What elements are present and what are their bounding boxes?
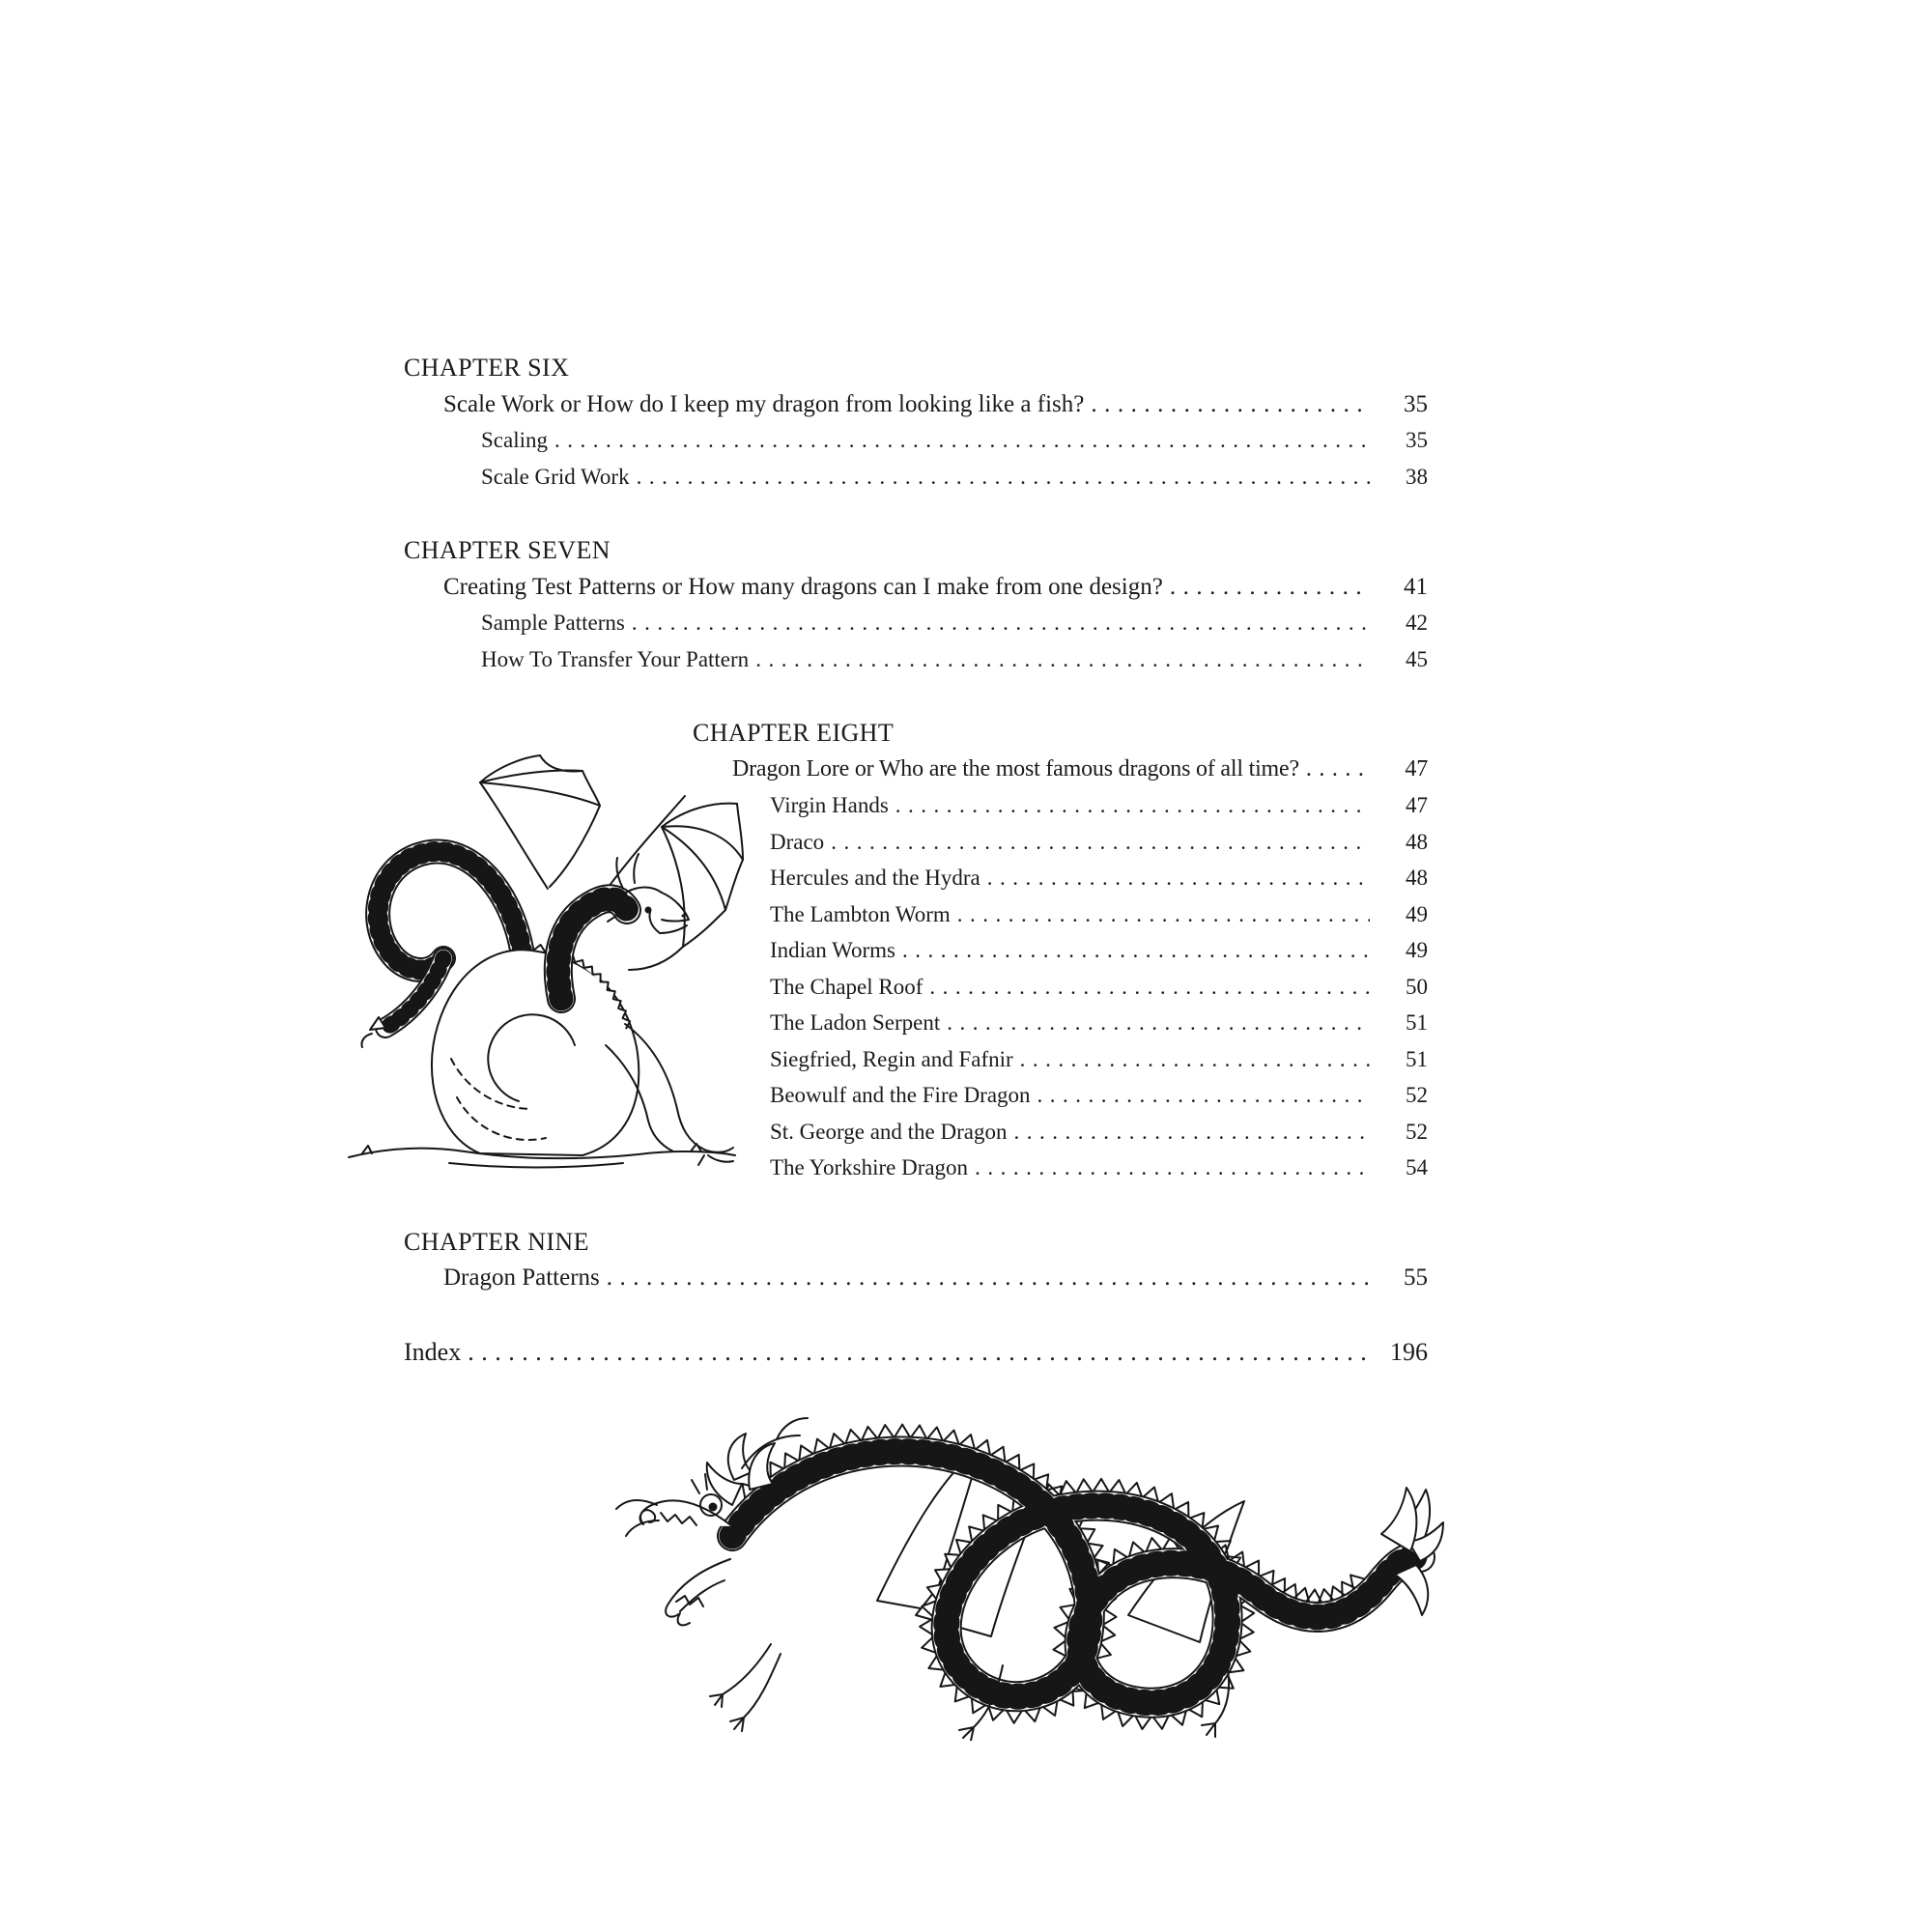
dot-leader	[902, 932, 1370, 969]
index-row	[404, 1334, 1428, 1371]
toc-entry-row	[693, 1114, 1428, 1151]
toc-entry-row	[693, 860, 1428, 896]
toc-label: Hercules and the Hydra	[770, 866, 980, 890]
toc-label: Sample Patterns	[481, 611, 625, 635]
toc-entry-row	[404, 641, 1428, 678]
page-number: 54	[1406, 1155, 1428, 1179]
toc-entry-row	[693, 896, 1428, 933]
page-number: 41	[1404, 573, 1428, 600]
page-number: 52	[1406, 1083, 1428, 1107]
page-number: 35	[1406, 428, 1428, 452]
dot-leader	[957, 896, 1370, 933]
chapter-label: CHAPTER NINE	[404, 1227, 589, 1256]
toc-label: Beowulf and the Fire Dragon	[770, 1083, 1031, 1107]
page-number: 49	[1406, 901, 1428, 926]
dot-leader	[831, 824, 1370, 861]
toc-label: Scale Grid Work	[481, 464, 630, 489]
toc-label: St. George and the Dragon	[770, 1119, 1008, 1144]
page-number: 42	[1406, 611, 1428, 635]
dot-leader	[1170, 569, 1370, 606]
toc-label: Virgin Hands	[770, 793, 889, 817]
page-number: 45	[1406, 646, 1428, 671]
page-number: 38	[1406, 464, 1428, 489]
dot-leader	[632, 605, 1370, 641]
dot-leader	[987, 860, 1370, 896]
toc-label: The Chapel Roof	[770, 974, 923, 999]
page-number: 47	[1406, 793, 1428, 817]
page-number: 50	[1406, 974, 1428, 999]
toc-label: The Ladon Serpent	[770, 1010, 941, 1035]
dot-leader	[947, 1005, 1370, 1041]
page-number: 52	[1406, 1119, 1428, 1144]
dot-leader	[1091, 386, 1370, 423]
dot-leader	[929, 969, 1370, 1006]
toc-entry-row	[693, 1150, 1428, 1186]
toc-entry-row	[693, 787, 1428, 824]
toc-label: Scale Work or How do I keep my dragon from looking like a fish?	[443, 390, 1085, 417]
chapter-title-row	[404, 386, 1428, 423]
toc-entry-row	[693, 824, 1428, 861]
page-number: 196	[1390, 1337, 1428, 1366]
page-number: 49	[1406, 938, 1428, 962]
toc-label: Creating Test Patterns or How many dragons can I make from one design?	[443, 573, 1163, 600]
western-dragon-illustration	[333, 726, 749, 1171]
dot-leader	[554, 422, 1370, 459]
toc-entry-row	[693, 969, 1428, 1006]
toc-section	[693, 715, 1428, 1186]
chapter-title-row	[693, 752, 1428, 788]
page-number: 55	[1404, 1264, 1428, 1291]
dot-leader	[607, 1260, 1370, 1296]
toc-entry-row	[404, 605, 1428, 641]
dot-leader	[637, 459, 1370, 496]
page-number: 47	[1405, 755, 1428, 781]
dot-leader	[1306, 752, 1370, 788]
toc-entry-row	[693, 1041, 1428, 1078]
toc-section	[404, 1224, 1428, 1296]
toc-section	[404, 532, 1428, 677]
toc-label: The Yorkshire Dragon	[770, 1155, 969, 1179]
chapter-label: CHAPTER SEVEN	[404, 536, 611, 564]
page-number: 48	[1406, 866, 1428, 890]
toc-label: Indian Worms	[770, 938, 895, 962]
chapter-title-row	[404, 569, 1428, 606]
dot-leader	[1014, 1114, 1371, 1151]
toc-entry-row	[693, 1077, 1428, 1114]
dot-leader	[1037, 1077, 1370, 1114]
eastern-dragon-illustration	[587, 1412, 1447, 1741]
dot-leader	[468, 1334, 1370, 1371]
toc-label: Dragon Lore or Who are the most famous dragons of all time?	[732, 755, 1299, 781]
toc-label: Draco	[770, 829, 825, 854]
page-number: 48	[1406, 829, 1428, 854]
toc-label: Scaling	[481, 428, 548, 452]
toc-entry-row	[693, 932, 1428, 969]
chapter-label: CHAPTER EIGHT	[693, 719, 895, 747]
toc-entry-row	[693, 1005, 1428, 1041]
chapter-title-row	[404, 1260, 1428, 1296]
page-number: 35	[1404, 390, 1428, 417]
dot-leader	[1020, 1041, 1370, 1078]
dot-leader	[895, 787, 1370, 824]
page-number: 51	[1406, 1046, 1428, 1071]
chapter-label: CHAPTER SIX	[404, 354, 570, 382]
toc-label: Index	[404, 1337, 462, 1366]
toc-label: Dragon Patterns	[443, 1264, 600, 1291]
toc-label: How To Transfer Your Pattern	[481, 646, 750, 671]
toc-label: The Lambton Worm	[770, 901, 951, 926]
toc-section	[404, 350, 1428, 495]
toc-entry-row	[404, 422, 1428, 459]
dot-leader	[975, 1150, 1370, 1186]
toc-label: Siegfried, Regin and Fafnir	[770, 1046, 1013, 1071]
dot-leader	[755, 641, 1370, 678]
page-number: 51	[1406, 1010, 1428, 1035]
toc-entry-row	[404, 459, 1428, 496]
